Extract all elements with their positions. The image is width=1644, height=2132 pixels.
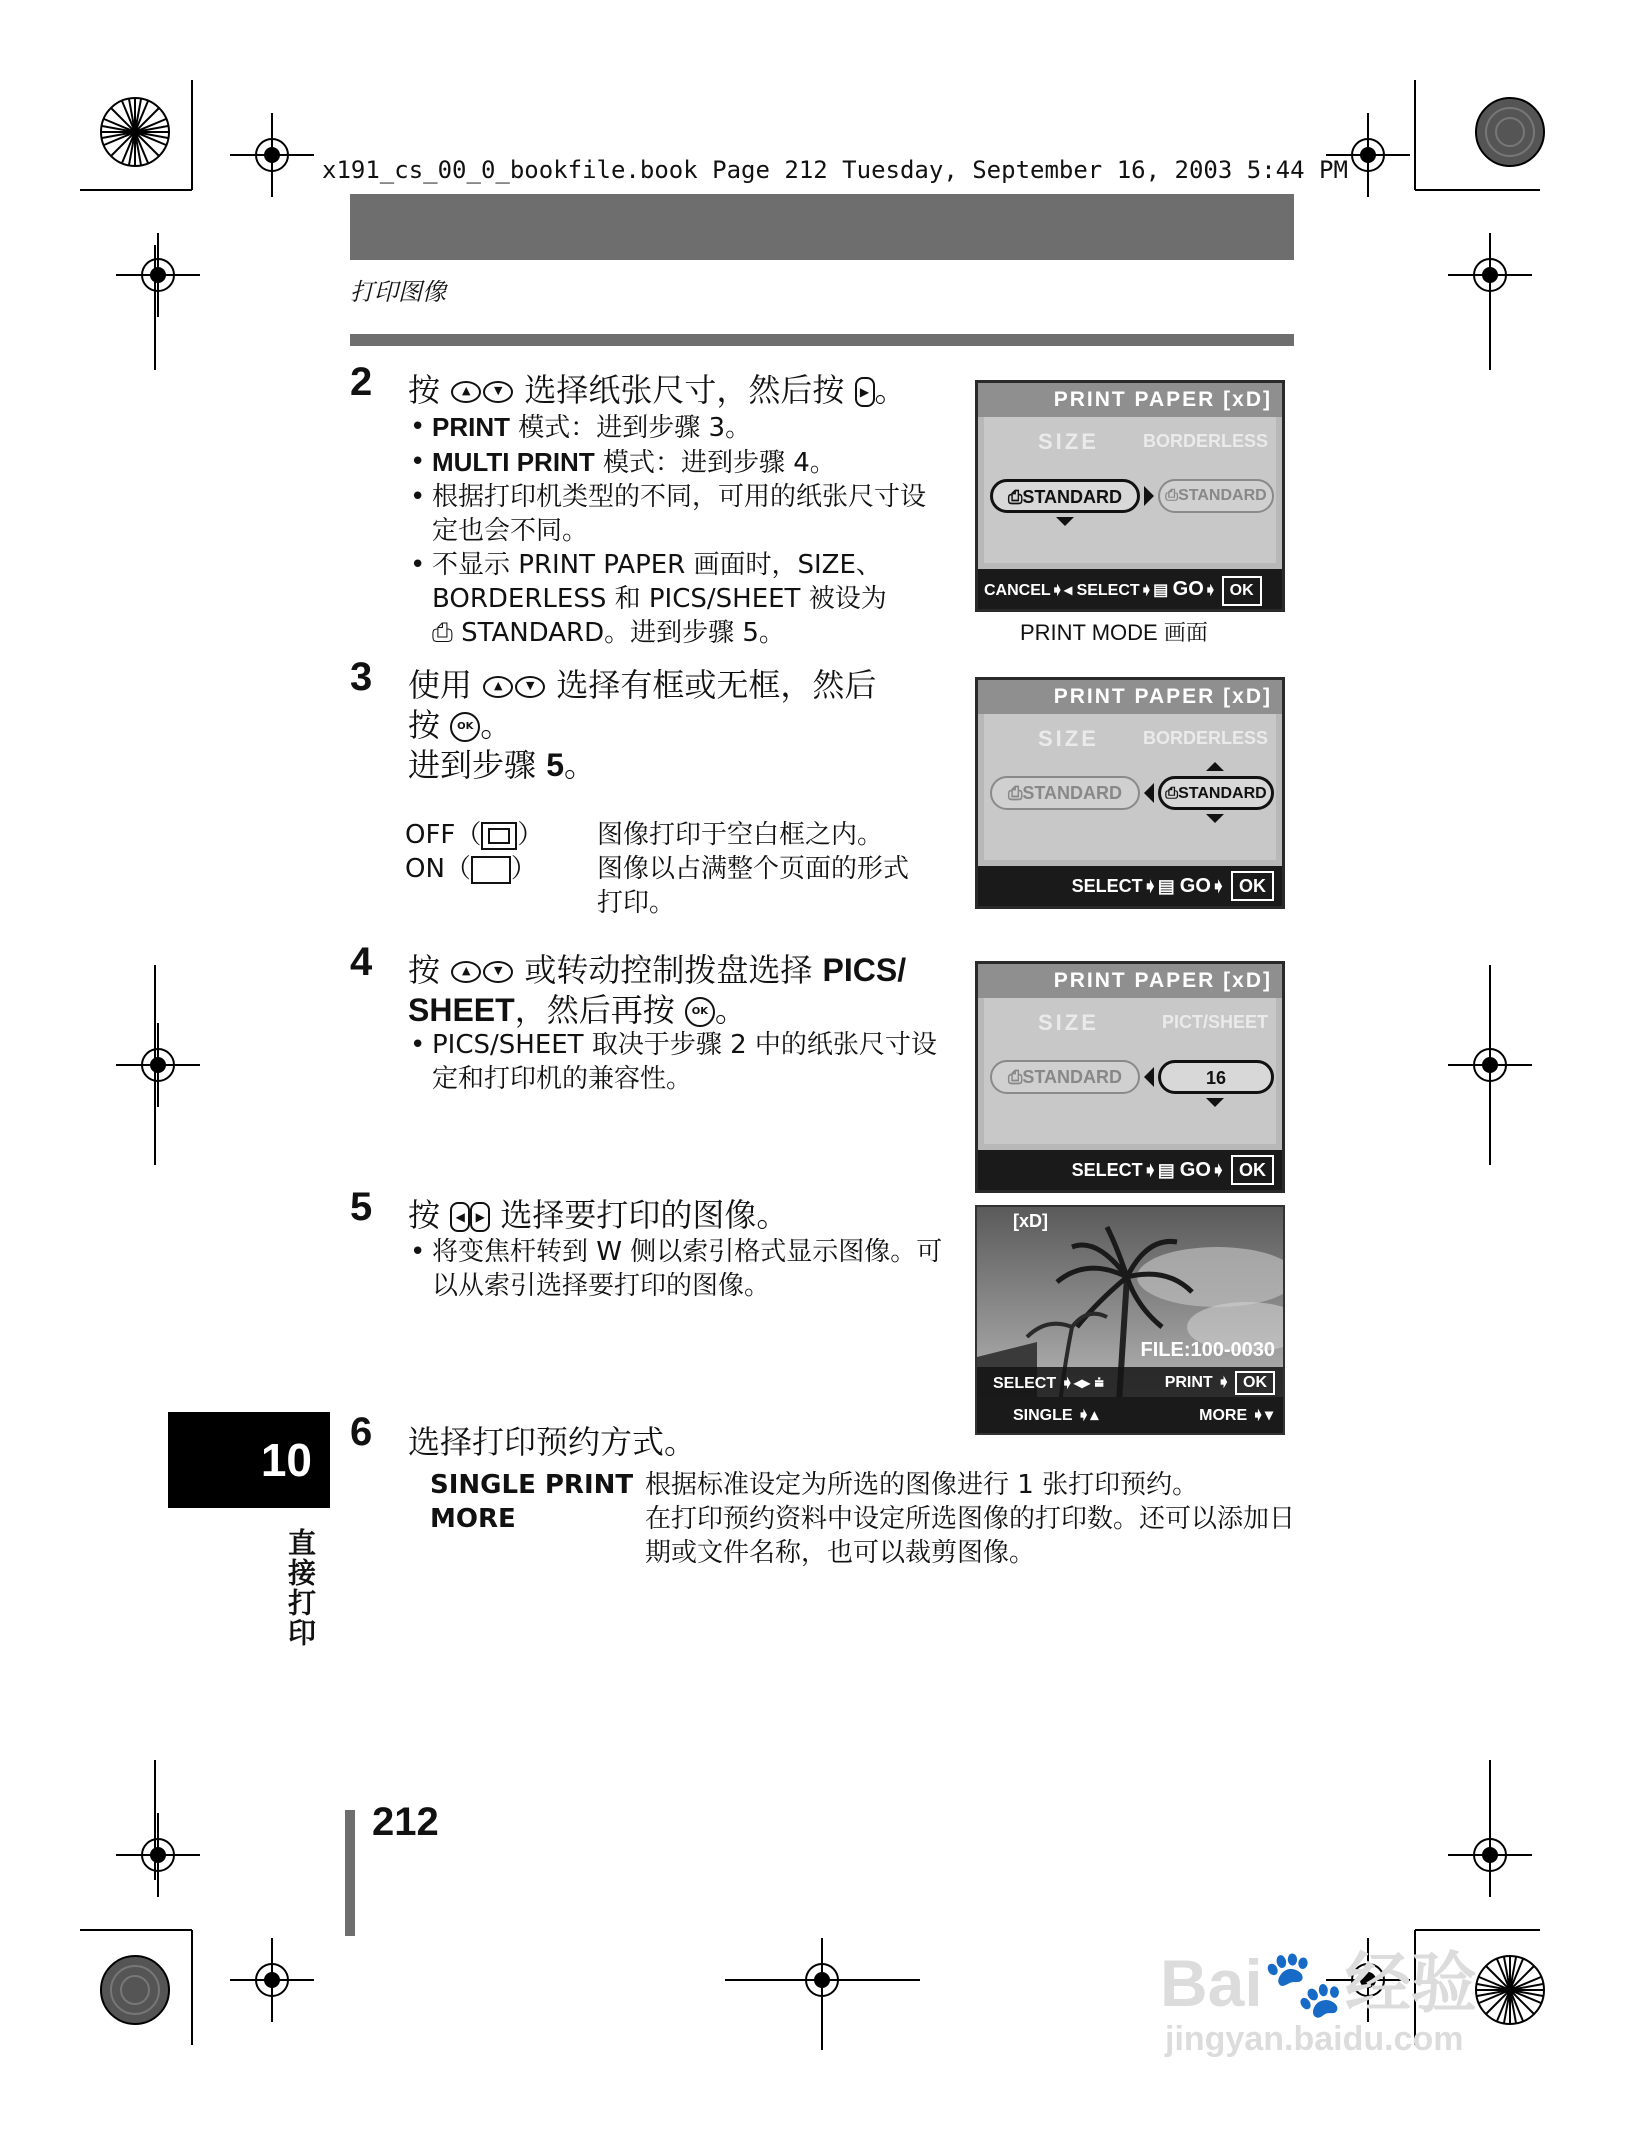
lcd-size-label: SIZE [1038, 1010, 1099, 1035]
lcd-bottom-bar: SELECT➧▤ GO➧ OK [978, 866, 1282, 906]
ok-button-icon: OK [685, 997, 715, 1027]
size-standard-pill: ⎙STANDARD [990, 479, 1140, 513]
down-arrow-icon [1206, 1098, 1224, 1107]
step-2-number: 2 [350, 360, 373, 404]
lcd-title: PRINT PAPER [xD] [978, 964, 1282, 998]
ok-button-icon: OK [450, 712, 480, 742]
step-5-number: 5 [350, 1185, 373, 1229]
photo-bottom-bar: SELECT ➧◂▸ ⩧ PRINT ➧ OK SINGLE ➧▴ MORE ➧▾ [977, 1367, 1283, 1433]
up-arrow-icon [1206, 762, 1224, 771]
chapter-number-tab: 10 [168, 1412, 330, 1508]
full-page-icon [471, 856, 511, 884]
step-5-bullets [410, 1235, 950, 1303]
paw-icon: 🐾 [1262, 1946, 1345, 2020]
borderless-on-row: ON（ ） [405, 854, 537, 884]
right-key-icon: ▶ [855, 377, 875, 407]
lcd-pict-sheet-label: PICT/SHEET [1161, 1012, 1268, 1032]
up-key-icon: ▲ [451, 381, 481, 403]
printer-icon: ⎙ [432, 618, 453, 648]
header-bar [350, 194, 1294, 260]
option-single-print-desc: 根据标准设定为所选的图像进行 1 张打印预约。 [645, 1470, 1199, 1500]
borderless-off-desc: 图像打印于空白框之内。 [597, 820, 884, 850]
option-single-print-label: SINGLE PRINT [430, 1470, 634, 1500]
right-arrow-icon [1144, 486, 1154, 506]
pict-sheet-count-pill: 16 [1158, 1060, 1274, 1094]
step-4-title: 按 ▲ ▼ 或转动控制拨盘选择 PICS/ SHEET，然后再按 OK 。 [408, 951, 907, 1029]
section-title: 打印图像 [350, 278, 446, 306]
down-key-icon: ▼ [483, 381, 513, 403]
borderless-on-desc: 图像以占满整个页面的形式打印。 [597, 854, 910, 918]
lcd-photo-screen [975, 1205, 1285, 1435]
step-4-bullets [410, 1028, 950, 1096]
left-arrow-icon [1144, 1067, 1154, 1087]
bullet: • 不显示 PRINT PAPER 画面时，SIZE、BORDERLESS 和 PICS/SHEET 被设为 ⎙ STANDARD。进到步骤 5。 [410, 548, 950, 650]
lcd-size-label: SIZE [1038, 726, 1099, 751]
borderless-standard-pill: ⎙STANDARD [1158, 479, 1274, 513]
borderless-off-row: OFF（ ） [405, 820, 544, 850]
bullet: • MULTI PRINT 模式：进到步骤 4。 [410, 445, 950, 480]
up-key-icon: ▲ [451, 961, 481, 983]
option-more-desc: 在打印预约资料中设定所选图像的打印数。还可以添加日期或文件名称，也可以裁剪图像。 [645, 1504, 1296, 1568]
step-3-title: 使用 ▲ ▼ 选择有框或无框，然后 按 OK 。 进到步骤 5。 [408, 666, 877, 784]
bullet: • PRINT 模式：进到步骤 3。 [410, 410, 950, 445]
size-standard-pill: ⎙STANDARD [990, 776, 1140, 810]
up-key-icon: ▲ [483, 676, 513, 698]
lcd-bottom-bar: CANCEL➧◂ SELECT➧▤ GO➧ OK [978, 569, 1282, 609]
down-key-icon: ▼ [515, 676, 545, 698]
page-number: 212 [372, 1800, 439, 1844]
bullet: • PICS/SHEET 取决于步骤 2 中的纸张尺寸设定和打印机的兼容性。 [410, 1028, 950, 1096]
step-2-title: 按 ▲ ▼ 选择纸张尺寸，然后按 ▶ 。 [408, 371, 907, 409]
lcd-borderless-label: BORDERLESS [1142, 431, 1268, 451]
option-more-label: MORE [430, 1504, 516, 1534]
step-6-title: 选择打印预约方式。 [408, 1423, 697, 1461]
baidu-watermark: Bai🐾经验 [1160, 1946, 1477, 2020]
bookfile-line: x191_cs_00_0_bookfile.book Page 212 Tuesday, September 16, 2003 5:44 PM [322, 156, 1348, 184]
lcd-borderless-label: BORDERLESS [1142, 728, 1268, 748]
down-arrow-icon [1056, 517, 1074, 526]
lcd-size-label: SIZE [1038, 429, 1099, 454]
page-number-bar [345, 1810, 355, 1936]
step-4-number: 4 [350, 940, 373, 984]
right-key-icon: ▶ [470, 1202, 490, 1232]
lcd-title: PRINT PAPER [xD] [978, 680, 1282, 714]
bullet: • 根据打印机类型的不同，可用的纸张尺寸设定也会不同。 [410, 480, 950, 548]
step-5-title: 按 ◀ ▶ 选择要打印的图像。 [408, 1196, 789, 1234]
down-arrow-icon [1206, 814, 1224, 823]
lcd-bottom-bar: SELECT➧▤ GO➧ OK [978, 1150, 1282, 1190]
size-standard-pill: ⎙STANDARD [990, 1060, 1140, 1094]
screen-caption: PRINT MODE 画面 [1020, 620, 1208, 645]
left-key-icon: ◀ [450, 1202, 470, 1232]
step-2-bullets [410, 410, 950, 650]
lcd-title: PRINT PAPER [xD] [978, 383, 1282, 417]
left-arrow-icon [1144, 783, 1154, 803]
lcd-screen-print-paper-1 [975, 380, 1285, 612]
lcd-screen-print-paper-2 [975, 677, 1285, 909]
step-6-number: 6 [350, 1410, 373, 1454]
framed-page-icon [481, 822, 517, 850]
bullet: • 将变焦杆转到 W 侧以索引格式显示图像。可以从索引选择要打印的图像。 [410, 1235, 950, 1303]
borderless-standard-pill: ⎙STANDARD [1158, 776, 1274, 810]
section-rule [350, 334, 1294, 346]
photo-xd-label: [xD] [1013, 1211, 1048, 1231]
chapter-label: 直接打印 [284, 1528, 317, 1648]
photo-file-label: FILE:100-0030 [1140, 1339, 1275, 1361]
baidu-watermark-url: jingyan.baidu.com [1165, 2020, 1464, 2058]
step-3-number: 3 [350, 655, 373, 699]
down-key-icon: ▼ [483, 961, 513, 983]
lcd-screen-print-paper-3 [975, 961, 1285, 1193]
